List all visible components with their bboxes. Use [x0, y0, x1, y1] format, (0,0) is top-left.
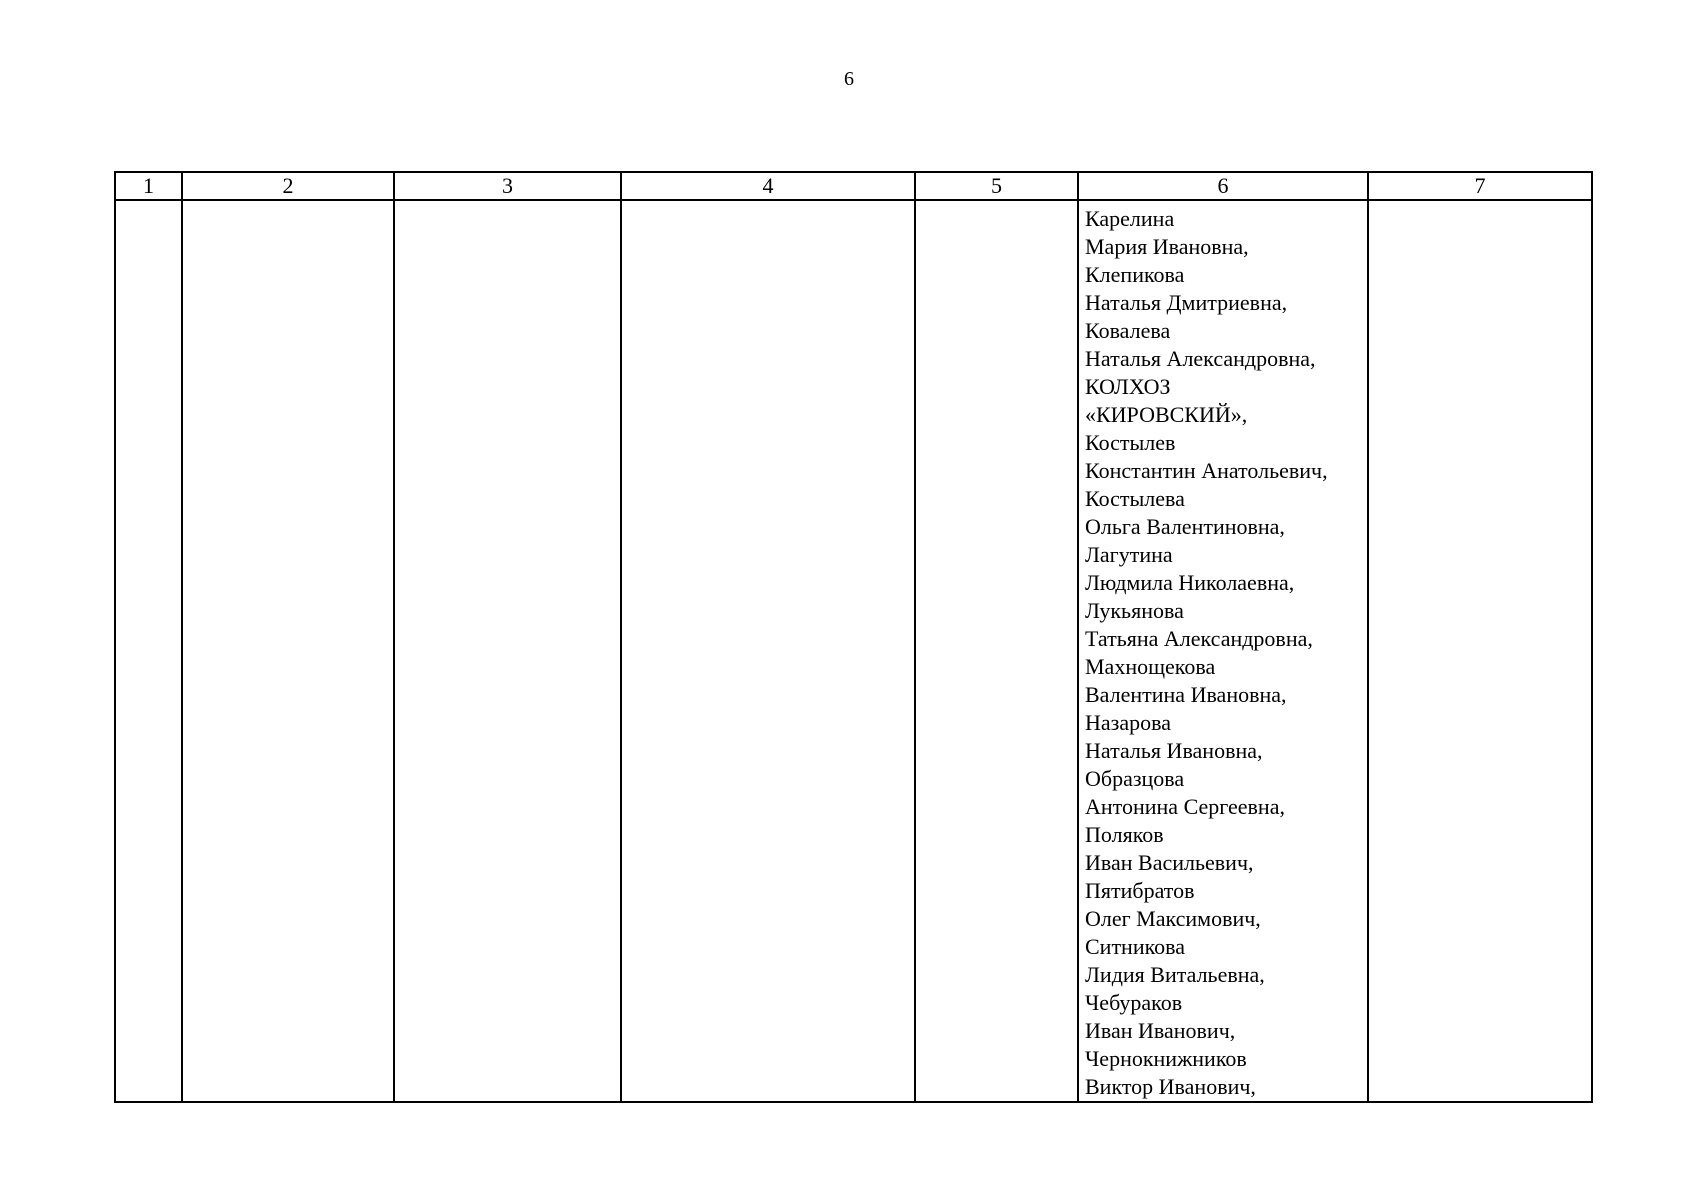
name-line: Наталья Дмитриевна, [1085, 290, 1288, 315]
name-line: Ольга Валентиновна, [1085, 514, 1285, 539]
name-line: «КИРОВСКИЙ», [1085, 402, 1248, 427]
cell-col-7 [1368, 200, 1592, 1102]
name-line: Валентина Ивановна, [1085, 682, 1287, 707]
name-line: Лагутина [1085, 542, 1173, 567]
column-header-6: 6 [1078, 172, 1368, 200]
name-line: Наталья Ивановна, [1085, 738, 1263, 763]
column-header-2: 2 [182, 172, 394, 200]
name-line: Виктор Иванович, [1085, 1074, 1256, 1099]
name-line: Ковалева [1085, 318, 1171, 343]
name-line: Лидия Витальевна, [1085, 962, 1265, 987]
column-header-7: 7 [1368, 172, 1592, 200]
name-line: Пятибратов [1085, 878, 1195, 903]
name-line: Мария Ивановна, [1085, 234, 1249, 259]
name-line: Костылев [1085, 430, 1176, 455]
name-line: Антонина Сергеевна, [1085, 794, 1285, 819]
column-header-3: 3 [394, 172, 621, 200]
name-line: Махнощекова [1085, 654, 1216, 679]
name-line: Константин Анатольевич, [1085, 458, 1328, 483]
name-line: Иван Иванович, [1085, 1018, 1236, 1043]
page-number: 6 [844, 68, 854, 90]
cell-col-4 [621, 200, 915, 1102]
name-line: Клепикова [1085, 262, 1185, 287]
name-line: Людмила Николаевна, [1085, 570, 1295, 595]
cell-col-2 [182, 200, 394, 1102]
name-line: Лукьянова [1085, 598, 1184, 623]
cell-col-5 [915, 200, 1078, 1102]
name-line: Карелина [1085, 206, 1175, 231]
name-line: Ситникова [1085, 934, 1186, 959]
name-line: Назарова [1085, 710, 1171, 735]
name-line: Костылева [1085, 486, 1185, 511]
name-line: Татьяна Александровна, [1085, 626, 1313, 651]
name-line: Образцова [1085, 766, 1185, 791]
name-line: Олег Максимович, [1085, 906, 1261, 931]
name-line: Чебураков [1085, 990, 1183, 1015]
column-header-4: 4 [621, 172, 915, 200]
column-header-5: 5 [915, 172, 1078, 200]
table-header-row [115, 172, 1592, 200]
name-line: КОЛХОЗ [1085, 374, 1171, 399]
table-row [115, 200, 1592, 1102]
name-line: Иван Васильевич, [1085, 850, 1254, 875]
name-line: Поляков [1085, 822, 1164, 847]
name-line: Наталья Александровна, [1085, 346, 1316, 371]
document-table [114, 171, 1593, 1103]
cell-col-6-names [1078, 200, 1368, 1102]
cell-col-1 [115, 200, 182, 1102]
cell-col-3 [394, 200, 621, 1102]
name-line: Чернокнижников [1085, 1046, 1247, 1071]
column-header-1: 1 [115, 172, 182, 200]
